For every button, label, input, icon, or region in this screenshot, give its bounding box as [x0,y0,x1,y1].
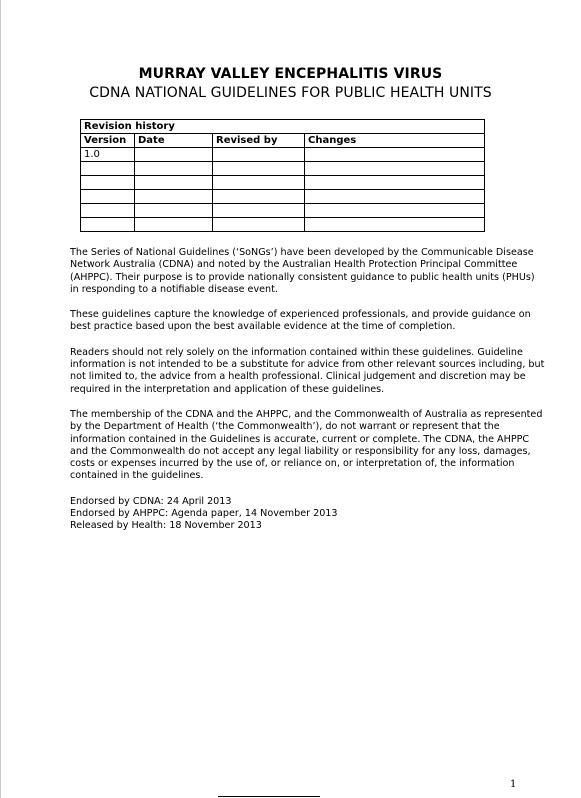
table-row [81,176,485,190]
column-header-revised-by: Revised by [213,134,305,148]
revision-caption: Revision history [81,120,485,134]
table-cell [135,218,213,232]
table-cell [305,148,485,162]
table-cell [135,176,213,190]
column-header-version: Version [81,134,135,148]
table-cell [213,190,305,204]
table-cell [135,162,213,176]
table-cell [305,190,485,204]
column-header-date: Date [135,134,213,148]
table-cell [305,204,485,218]
endorsement-cdna: Endorsed by CDNA: 24 April 2013 [70,495,232,507]
page-edge [0,0,1,798]
table-cell [135,190,213,204]
footer-divider [218,796,320,797]
endorsement-ahppc: Endorsed by AHPPC: Agenda paper, 14 November 2013 [70,508,338,520]
release-health: Released by Health: 18 November 2013 [70,520,262,532]
table-cell [213,176,305,190]
table-cell [81,162,135,176]
paragraph-guidelines-knowledge: These guidelines capture the knowledge of experienced professionals, and provide guidance on best practice based upon the best available evidence at the time of completion. [70,309,531,333]
table-row [81,148,485,162]
table-cell [135,204,213,218]
revision-history-table [80,119,485,232]
table-cell [213,204,305,218]
column-header-changes: Changes [305,134,485,148]
document-body [70,247,546,533]
table-row [81,218,485,232]
table-row [81,162,485,176]
revision-header-row [81,134,485,148]
table-cell [135,148,213,162]
page-number: 1 [510,779,517,790]
table-cell [81,176,135,190]
document-subtitle: CDNA NATIONAL GUIDELINES FOR PUBLIC HEALTH UNITS [89,85,492,101]
table-cell: 1.0 [81,148,135,162]
table-cell [81,190,135,204]
paragraph-disclaimer: The membership of the CDNA and the AHPPC, and the Commonwealth of Australia as represented by the Department of Health (‘the Commonwealth’), do not warrant or represent that the information contained in the Guidelines is accurate, current or complete. The CDNA, the AHPPC and the Commonwealth do not accept any legal liability or responsibility for any loss, damages, costs or expenses incurred by the use of, or reliance on, or interpretation of, the information contained in the guidelines. [70,408,543,482]
document-title: MURRAY VALLEY ENCEPHALITIS VIRUS [138,66,443,82]
paragraph-songs-purpose: The Series of National Guidelines (‘SoNGs’) have been developed by the Communicable Disease Network Australia (CDNA) and noted by the Australian Health Protection Principal Committee (AHPPC). Their purpose is to provide nationally consistent guidance to public health units (PHUs) in responding to a notifiable disease event. [70,247,535,295]
table-cell [213,162,305,176]
paragraph-reader-advice: Readers should not rely solely on the information contained within these guidelines. Guideline information is not intended to be a substitute for advice from other relevant sources including, but not limited to, the advice from a health professional. Clinical judgement and discretion may be required in the interpretation and application of these guidelines. [70,346,545,395]
table-cell [81,218,135,232]
table-cell [305,218,485,232]
table-cell [305,176,485,190]
table-row [81,204,485,218]
endorsement-block [70,496,546,533]
table-cell [81,204,135,218]
table-cell [213,218,305,232]
table-cell [305,162,485,176]
table-cell [213,148,305,162]
table-row [81,190,485,204]
revision-caption-row [81,120,485,134]
